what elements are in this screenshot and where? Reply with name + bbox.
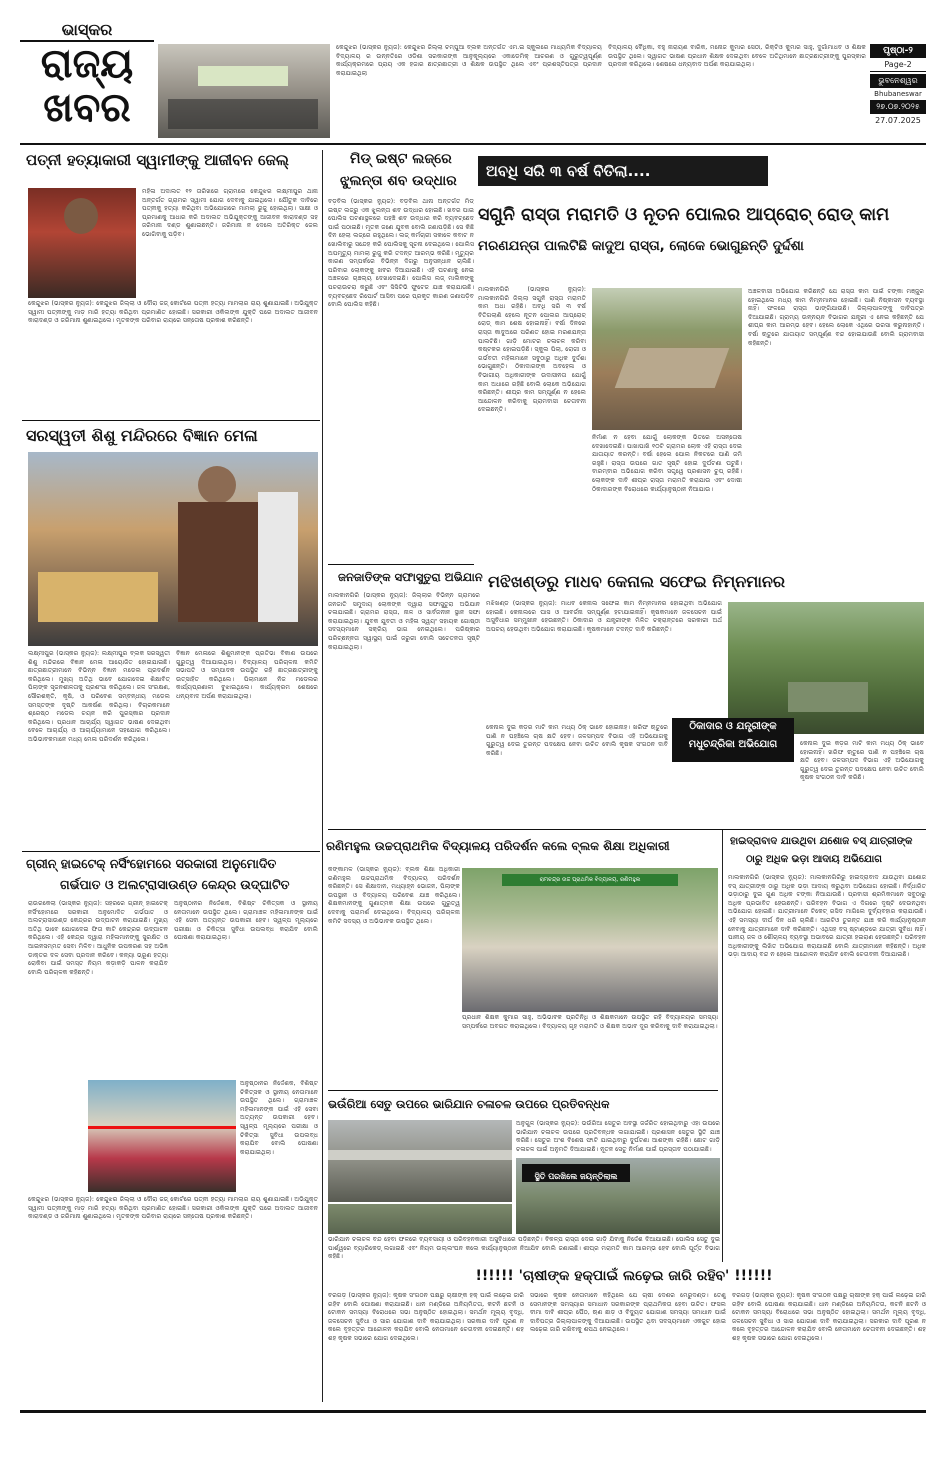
article-murder-body: ମହିଳା ଅଦାଲତ ୧୨ ତାରିଖରେ ଗ୍ରାମରେ କେନ୍ଦୁଝର ଲକ୍ଷ୍ମୀପୁର ଥାନା ଅନ୍ତର୍ଗତ ଗ୍ରାମର ସ୍ୱାମୀ ଯୋଗ ଦେବାକୁ ଯାଇଥିଲେ। ଯୌତୁକ ଦାବିରେ ପତ୍ନୀକୁ ହତ୍ୟା କରିଥିବା ଅଭିଯୋଗରେ ମାମଲା ରୁଜୁ ହୋଇଥିଲା। ସାକ୍ଷୀ ଓ ପ୍ରମାଣକୁ ଆଧାର କରି ଅଦାଲତ ଅଭିଯୁକ୍ତଙ୍କୁ ଆଜୀବନ କାରାଦଣ୍ଡ ସହ ଜରିମାନା ଦଣ୍ଡ ଶୁଣାଇଛନ୍ତି। ଜରିମାନା ନ ଦେଲେ ଅତିରିକ୍ତ ଜେଲ ଭୋଗିବାକୁ ପଡ଼ିବ।	[142, 188, 318, 238]
headline-tribal-cleanliness: ଜନଜାତିଙ୍କ ସଫାସୁତୁରା ଅଭିଯାନ	[338, 570, 483, 584]
article-farmers-body-3: ବରଗଡ଼ (ଭାସ୍କର ନ୍ୟୁଜ): କୃଷକ ସଂଗଠନ ପକ୍ଷରୁ ଚାଷୀଙ୍କ ହକ୍ ପାଇଁ ଲଢ଼େଇ ଜାରି ରହିବ ବୋଲି ଘୋଷଣା କରାଯାଇଛି। ଧାନ ମଣ୍ଡିରେ ଅନିୟମିତତା, କଟନି ଛଟନି ଓ ଟୋକନ ସମସ୍ୟା ବିରୋଧରେ ସଭା ଅନୁଷ୍ଠିତ ହୋଇଥିଲା। ସମର୍ଥନ ମୂଲ୍ୟ ବୃଦ୍ଧି, ଜଳସେଚନ ସୁବିଧା ଓ ସାର ଯୋଗାଣ ଦାବି କରାଯାଇଥିଲା। ସରକାର ଦାବି ପୂରଣ ନ କଲେ ବୃହତ୍ତର ଆନ୍ଦୋଳନ କରାଯିବ ବୋଲି ନେତାମାନେ ଚେତାବନୀ ଦେଇଛନ୍ତି। ଶହ ଶହ କୃଷକ ସଭାରେ ଯୋଗ ଦେଇଥିଲେ।	[732, 1292, 926, 1342]
page-label-en: Page-2	[870, 58, 926, 72]
school-photo-banner: ରାମଚନ୍ଦ୍ର ଉଚ୍ଚ ପ୍ରାଥମିକ ବିଦ୍ୟାଳୟ, ରଣିମହୁଲ	[502, 874, 678, 886]
article-canal-body-2: କେନାଲ ଦୁଇ କଡ଼ର ମାଟି କାମ ମଧ୍ୟ ଠିକ୍ ଭାବେ ହୋଇନାହିଁ। ଖରିଫ ଋତୁରେ ପାଣି ନ ପହଞ୍ଚିଲେ ଚାଷ କ୍ଷତି ହେବ। ଜଳସମ୍ପଦ ବିଭାଗ ଏହି ଅଭିଯୋଗକୁ ଗୁରୁତ୍ୱ ଦେଇ ତୁରନ୍ତ ପଦକ୍ଷେପ ନେବା ଉଚିତ ବୋଲି କୃଷକ ସଂଗଠନ ଦାବି କରିଛି।	[486, 724, 668, 757]
headline-bridge: ଭଉଁରିଆ ସେତୁ ଉପରେ ଭାରିଯାନ ଚଳାଚଳ ଉପରେ ପ୍ରତିବନ୍ଧକ	[328, 1097, 610, 1111]
article-bus-body: ମାଲକାନଗିରି (ଭାସ୍କର ନ୍ୟୁଜ): ମାଲକାନଗିରିରୁ ହାଇଦ୍ରାବାଦ ଯାଉଥିବା ଯଶୋଜ ବସ୍ ଯାତ୍ରୀଙ୍କ ଠାରୁ ଅଧିକ ଭଡ଼ା ଆଦାୟ କରୁଥିବା ଅଭିଯୋଗ ହୋଇଛି। ନିର୍ଦ୍ଧାରିତ ଭଡ଼ାଠାରୁ ଦୁଇ ଗୁଣ ଅଧିକ ଟଙ୍କା ନିଆଯାଉଛି। ପ୍ରବାସୀ ଶ୍ରମିକମାନେ ସବୁଠାରୁ ଅଧିକ ପ୍ରଭାବିତ ହେଉଛନ୍ତି। ପରିବହନ ବିଭାଗ ଏ ଦିଗରେ ଦୃଷ୍ଟି ଦେଉନଥିବା ଅଭିଯୋଗ ହୋଇଛି। ଯାତ୍ରୀମାନେ ଟିକେଟ୍ ରସିଦ ମାଗିଲେ ଦୁର୍ବ୍ୟବହାର କରାଯାଉଛି। ଏହି ସମସ୍ୟା ଦୀର୍ଘ ଦିନ ଧରି ଚାଲିଛି। ଆରଟିଓ ତୁରନ୍ତ ଯାଞ୍ଚ କରି କାର୍ଯ୍ୟାନୁଷ୍ଠାନ ନେବାକୁ ଯାତ୍ରୀମାନେ ଦାବି କରିଛନ୍ତି। ଏଥିସହ ବସ୍ ଷ୍ଟାଣ୍ଡରେ ଯାତ୍ରୀ ସୁବିଧା ନାହିଁ। ପାନୀୟ ଜଳ ଓ ଶୌଚାଳୟ ବ୍ୟବସ୍ଥା ଅଭାବରେ ଯାତ୍ରୀ ହଇରାଣ ହେଉଛନ୍ତି। ପରିବହନ ଅଧିକାରୀଙ୍କୁ ଲିଖିତ ଅଭିଯୋଗ କରାଯାଇଛି ବୋଲି ଯାତ୍ରୀମାନେ କହିଛନ୍ତି। ଅଧିକ ଭଡ଼ା ଆଦାୟ ବନ୍ଦ ନ ହେଲେ ଆନ୍ଦୋଳନ କରାଯିବ ବୋଲି ଚେତାବନୀ ଦିଆଯାଇଛି।	[728, 874, 926, 959]
headline-madhab-canal: ମଝିଖଣ୍ଡରୁ ମାଧବ କେନାଲ ସଫେଇ ନିମ୍ନମାନର	[488, 572, 786, 591]
article-science-body: ଲକ୍ଷ୍ମୀପୁର (ଭାସ୍କର ନ୍ୟୁଜ): ଲକ୍ଷ୍ମୀପୁର ବ୍ଲକ ସରସ୍ୱତୀ ଶିଶୁ ମନ୍ଦିରରେ ବିଜ୍ଞାନ ମେଳା ଆୟୋଜିତ ହୋଇଯାଇଛି। ଛାତ୍ରଛାତ୍ରୀମାନେ ବିଭିନ୍ନ ବିଜ୍ଞାନ ମଡେଲ ପ୍ରଦର୍ଶନ କରିଥିଲେ। ମୁଖ୍ୟ ଅତିଥି ଭାବେ ଯୋଗଦେଇ ଶିକ୍ଷାବିତ୍ ପିଲାଙ୍କ ସୃଜନଶୀଳତାକୁ ପ୍ରଶଂସା କରିଥିଲେ। ଜଳ ସଂରକ୍ଷଣ, ସୌରଶକ୍ତି, କୃଷି, ଓ ପରିବେଶ ସମ୍ବନ୍ଧୀୟ ମଡେଲ ସମସ୍ତଙ୍କ ଦୃଷ୍ଟି ଆକର୍ଷଣ କରିଥିଲା। ବିଚାରକମାନେ ଶ୍ରେଷ୍ଠ ମଡେଲ ଚୟନ କରି ପୁରସ୍କାର ପ୍ରଦାନ କରିଥିଲେ। ପ୍ରଧାନ ଆଚାର୍ଯ୍ୟ ସ୍ୱାଗତ ଭାଷଣ ଦେଇଥିବା ବେଳେ ଆଚାର୍ଯ୍ୟ ଓ ଆଚାର୍ଯ୍ୟାମାନେ ସହଯୋଗ କରିଥିଲେ। ଅଭିଭାବକମାନେ ମଧ୍ୟ ମେଳା ପରିଦର୍ଶନ କରିଥିଲେ।	[28, 650, 170, 743]
article-bridge-body-2: ଭାରିଯାନ ଚଳାଚଳ ବନ୍ଦ ହେବା ଫଳରେ ବ୍ୟବସାୟୀ ଓ ପରିବହନକାରୀ ଅସୁବିଧାରେ ପଡ଼ିଛନ୍ତି। ବିକଳ୍ପ ରାସ୍ତା ଦେଇ ଗାଡ଼ି ଯିବାକୁ ନିର୍ଦ୍ଦେଶ ଦିଆଯାଇଛି। ପୋଲିସ ସେତୁ ଦୁଇ ପାର୍ଶ୍ୱରେ ବ୍ୟାରିକେଡ୍ ଲଗାଇଛି ଏବଂ ନିୟମ ଉଲ୍ଲଂଘନ କଲେ କାର୍ଯ୍ୟାନୁଷ୍ଠାନ ନିଆଯିବ ବୋଲି ଜଣାଇଛି। ଶୀଘ୍ର ମରାମତି କାମ ଆରମ୍ଭ ହେବ ବୋଲି ପୂର୍ତ୍ତ ବିଭାଗ କହିଛି।	[328, 1236, 720, 1261]
school-photo	[462, 868, 718, 1012]
section-title-line2: ଖବର	[43, 85, 131, 131]
canal-inset-line2: ମଧୁଚନ୍ଦ୍ରିକା ଅଭିଯୋଗ	[688, 739, 778, 750]
headline-nursing-home-1: ଗ୍ରୀନ୍ ହାଇଟେକ୍ ନର୍ସିଂହୋମରେ ସରକାରୀ ଅନୁମୋଦିତ	[26, 856, 277, 871]
top-strip-col2: ବିଦ୍ୟାଳୟ ବୈଧିକା, ବହୁ ନାରାୟଣ ବାରିକ, ମନୋଜ କୁମାର ସେଠୀ, ରିକ୍ଟିଓ କୁମାର ସାହୁ, ଦୁର୍ଗାମାଧବ ଓ ଶିକ୍ଷକ ଉପସ୍ଥିତ ଥିଲେ। ସ୍ୱାଗତ ଭାଷଣ ପ୍ରଧାନ ଶିକ୍ଷକ ଦେଇଥିବା ବେଳେ ଅତିଥିମାନେ ଛାତ୍ରଛାତ୍ରୀଙ୍କୁ ପୁରସ୍କାର ପ୍ରଦାନ କରିଥିଲେ। ଶେଷରେ ଧନ୍ୟବାଦ ଅର୍ପଣ କରାଯାଇଥିଲା।	[608, 44, 866, 69]
top-event-photo	[158, 44, 330, 138]
headline-farmers: !!!!!! 'ଚାଷୀଙ୍କ ହକ୍‌ପାଇଁ ଲଢ଼େଇ ଜାରି ରହିବ' !!!!!!	[475, 1268, 773, 1284]
article-school-body: କଙ୍କାମଳ (ଭାସ୍କର ନ୍ୟୁଜ): ବ୍ଲକ ଶିକ୍ଷା ଅଧିକାରୀ ରଣିମହୁଲ ଉଚ୍ଚପ୍ରାଥମିକ ବିଦ୍ୟାଳୟ ପରିଦର୍ଶନ କରିଛନ୍ତି। ସେ ଶିକ୍ଷାଦାନ, ମଧ୍ୟାହ୍ନ ଭୋଜନ, ପିଲାଙ୍କ ଉପସ୍ଥାନ ଓ ବିଦ୍ୟାଳୟ ପରିବେଶ ଯାଞ୍ଚ କରିଥିଲେ। ଶିକ୍ଷକମାନଙ୍କୁ ଗୁଣାତ୍ମକ ଶିକ୍ଷା ଉପରେ ଗୁରୁତ୍ୱ ଦେବାକୁ ପରାମର୍ଶ ଦେଇଥିଲେ। ବିଦ୍ୟାଳୟ ପରିଚାଳନା କମିଟି ସଦସ୍ୟ ଓ ଅଭିଭାବକ ଉପସ୍ଥିତ ଥିଲେ।	[328, 866, 460, 925]
column-divider-right	[722, 830, 723, 1262]
article-road-body-3: ଅଞ୍ଚଳବାସୀ ଅଭିଯୋଗ କରିଛନ୍ତି ଯେ ରାସ୍ତା କାମ ପାଇଁ ଟଙ୍କା ମଞ୍ଜୁର ହୋଇଥିଲେ ମଧ୍ୟ କାମ ନିମ୍ନମାନର ହୋଇଛି। ପାଣି ନିଷ୍କାସନ ବ୍ୟବସ୍ଥା ନାହିଁ। ଫଳରେ ରାସ୍ତା ଭାଙ୍ଗିଯାଉଛି। ଜିଲ୍ଲାପାଳଙ୍କୁ ଦାବିପତ୍ର ଦିଆଯାଇଛି। ଗ୍ରାମ୍ୟ ଉନ୍ନୟନ ବିଭାଗର ଯନ୍ତ୍ରୀ ଏ ନେଇ କହିଛନ୍ତି ଯେ ଶୀଘ୍ର କାମ ଆରମ୍ଭ ହେବ। ହେଲେ ଲୋକେ ଏଥିରେ ଭରସା କରୁନାହାନ୍ତି। ବର୍ଷା ଋତୁରେ ଯାତାୟାତ ସମ୍ପୂର୍ଣ୍ଣ ବନ୍ଦ ହୋଇଯାଉଛି ବୋଲି ଗ୍ରାମବାସୀ କହିଛନ୍ତି।	[748, 288, 924, 347]
article-road-body-1: ମାଲକାନଗିରି (ଭାସ୍କର ନ୍ୟୁଜ): ମାଲକାନଗିରି ଜିଲ୍ଲା ସଗୁନି ରାସ୍ତା ମରାମତି କାମ ଅଧା ରହିଛି। ଅବଧି ସରି ୩ ବର୍ଷ ବିତିଗଲାଣି ହେଲେ ନୂତନ ପୋଲର ଆପ୍ରୋଚ୍ ରୋଡ୍ କାମ ଶେଷ ହୋଇନାହିଁ। ବର୍ଷା ଦିନରେ ରାସ୍ତା କାଦୁଅରେ ପରିଣତ ହୋଇ ମରଣଯନ୍ତା ପାଲଟିଛି। ଗାଡ଼ି ମୋଟର ଚଳାଚଳ କରିବା କଷ୍ଟକର ହୋଇପଡ଼ିଛି। ସ୍କୁଲ ପିଲା, ରୋଗୀ ଓ ଗର୍ଭବତୀ ମହିଳାମାନେ ସବୁଠାରୁ ଅଧିକ ଦୁର୍ଦ୍ଦଶା ଭୋଗୁଛନ୍ତି। ଠିକାଦାରଙ୍କ ଅବହେଳା ଓ ବିଭାଗୀୟ ଅଧିକାରୀଙ୍କ ଉଦାସୀନତା ଯୋଗୁଁ କାମ ଅଧାରେ ରହିଛି ବୋଲି ଲୋକେ ଅଭିଯୋଗ କରିଛନ୍ତି। ଶୀଘ୍ର କାମ ସମ୍ପୂର୍ଣ୍ଣ ନ ହେଲେ ଆନ୍ଦୋଳନ କରିବାକୁ ଗ୍ରାମବାସୀ ଚେତାବନୀ ଦେଇଛନ୍ତି।	[478, 286, 586, 414]
headline-saguni-road: ସଗୁନି ରାସ୍ତା ମରାମତି ଓ ନୂତନ ପୋଲର ଆପ୍ରୋଚ୍ ରୋଡ୍ କାମ	[478, 205, 890, 225]
canal-inset-box	[672, 718, 794, 762]
footer-rule	[20, 1410, 926, 1413]
page-info	[870, 44, 926, 140]
inauguration-photo	[88, 1080, 236, 1192]
road-photo	[592, 288, 742, 430]
headline-lodge-2: ଝୁଲନ୍ତା ଶବ ଉଦ୍ଧାର	[340, 173, 457, 189]
bridge-caption	[522, 1164, 630, 1182]
accused-photo	[28, 188, 136, 298]
headline-school-visit: ରଣିମହୁଲ ଉଚ୍ଚପ୍ରାଥମିକ ବିଦ୍ୟାଳୟ ପରିଦର୍ଶନ କଲେ ବ୍ଲକ ଶିକ୍ଷା ଅଧିକାରୀ	[326, 839, 670, 853]
headline-science-fair: ସରସ୍ୱତୀ ଶିଶୁ ମନ୍ଦିରରେ ବିଜ୍ଞାନ ମେଳା	[26, 426, 258, 445]
divider-5	[328, 1090, 718, 1091]
divider-2	[22, 851, 320, 852]
city-en: Bhubaneswar	[874, 90, 922, 98]
headline-bus-fare-2: ଠାରୁ ଅଧିକ ଭଡ଼ା ଆଦାୟ ଅଭିଯୋଗ	[746, 854, 882, 865]
section-title-line1: ରାଜ୍ୟ	[40, 41, 134, 87]
canal-photo	[728, 602, 924, 734]
article-lodge-body: ବଡ଼ବିଲ (ଭାସ୍କର ନ୍ୟୁଜ): ବଡ଼ବିଲ ଥାନା ଅନ୍ତର୍ଗତ ମିଡ୍ ଇଷ୍ଟ ଲଜ୍‌ରୁ ଏକ ଝୁଲନ୍ତା ଶବ ଉଦ୍ଧାର ହୋଇଛି। ଖବର ପାଇ ପୋଲିସ ଘଟଣାସ୍ଥଳରେ ପହଞ୍ଚି ଶବ ଉଦ୍ଧାର କରି ବ୍ୟବଚ୍ଛେଦ ପାଇଁ ପଠାଇଛି। ମୃତକ ଜଣେ ଯୁବକ ବୋଲି ଜଣାପଡ଼ିଛି। ସେ କିଛି ଦିନ ହେଲା ଲଜ୍‌ରେ ରହୁଥିଲେ। ଲଜ୍ କର୍ମଚାରୀ ସକାଳେ କବାଟ ନ ଖୋଲିବାରୁ ସନ୍ଦେହ କରି ପୋଲିସକୁ ସୂଚନା ଦେଇଥିଲେ। ପୋଲିସ ଅପମୃତ୍ୟୁ ମାମଲା ରୁଜୁ କରି ତଦନ୍ତ ଆରମ୍ଭ କରିଛି। ମୃତ୍ୟୁର କାରଣ ସମ୍ପର୍କରେ ବିଭିନ୍ନ ଦିଗରୁ ଅନୁସନ୍ଧାନ ଚାଲିଛି। ପରିବାର ଲୋକଙ୍କୁ ଖବର ଦିଆଯାଇଛି। ଏହି ଘଟଣାକୁ ନେଇ ଅଞ୍ଚଳରେ ଚାଞ୍ଚଲ୍ୟ ଦେଖାଦେଇଛି। ପୋଲିସ ଲଜ୍ ମାଲିକଙ୍କୁ ପଚରାଉଚରା କରୁଛି ଏବଂ ସିସିଟିଭି ଫୁଟେଜ ଯାଞ୍ଚ କରାଯାଉଛି। ବ୍ୟବଚ୍ଛେଦ ରିପୋର୍ଟ ଆସିବା ପରେ ପ୍ରକୃତ କାରଣ ଜଣାପଡ଼ିବ ବୋଲି ପୋଲିସ କହିଛି।	[328, 198, 474, 309]
article-road-body-2: ନିର୍ମାଣ ନ ହେବା ଯୋଗୁଁ ଲୋକଙ୍କ ଭିତରେ ଅସନ୍ତୋଷ ଦେଖାଦେଇଛି। ପାଖାପାଖି ୧୦ଟି ଗ୍ରାମର ଲୋକ ଏହି ରାସ୍ତା ଦେଇ ଯାତାୟାତ କରନ୍ତି। ବର୍ଷା ହେଲେ ପୋଲ ନିକଟରେ ପାଣି ଜମି ରହୁଛି। ରାସ୍ତା ଉପରେ ଗାତ ସୃଷ୍ଟି ହୋଇ ଦୁର୍ଘଟଣା ଘଟୁଛି। ବାରମ୍ବାର ଅଭିଯୋଗ କରିବା ସତ୍ତ୍ୱେ ପ୍ରଶାସନ ଚୁପ୍ ରହିଛି। ଲୋକଙ୍କ ଦାବି ଶୀଘ୍ର ରାସ୍ତା ମରାମତି କରାଯାଉ ଏବଂ ଦୋଷୀ ଠିକାଦାରଙ୍କ ବିରୋଧରେ କାର୍ଯ୍ୟାନୁଷ୍ଠାନ ନିଆଯାଉ।	[592, 434, 742, 493]
article-bridge-body-1: ଅନୁଗୁଳ (ଭାସ୍କର ନ୍ୟୁଜ): ଭଉଁରିଆ ସେତୁର ଅବସ୍ଥା ଜର୍ଜରିତ ହୋଇଥିବାରୁ ଏହା ଉପରେ ଭାରିଯାନ ଚଳାଚଳ ଉପରେ ପ୍ରତିବନ୍ଧକ ଲଗାଯାଇଛି। ପ୍ରଶାସନ ସେତୁର ସ୍ଥିତି ଯାଞ୍ଚ କରିଛି। ସେତୁର ଅଂଶ ବିଶେଷ ଫାଟି ଯାଇଥିବାରୁ ଦୁର୍ଘଟଣା ଆଶଙ୍କା ରହିଛି। ଛୋଟ ଗାଡ଼ି ଚଳାଚଳ ପାଇଁ ଅନୁମତି ଦିଆଯାଇଛି। ନୂତନ ସେତୁ ନିର୍ମାଣ ପାଇଁ ପ୍ରସ୍ତାବ ପଠାଯାଇଛି।	[516, 1120, 720, 1153]
article-nursing-body-4: କେନ୍ଦୁଝର (ଭାସ୍କର ନ୍ୟୁଜ): କେନ୍ଦୁଝର ଜିଲ୍ଲା ଓ ଦୌରା ଜଜ୍ କୋର୍ଟରେ ପତ୍ନୀ ହତ୍ୟା ମାମଲାର ରାୟ ଶୁଣାଯାଇଛି। ଅଭିଯୁକ୍ତ ସ୍ୱାମୀ ପତ୍ନୀଙ୍କୁ ମାଡ଼ ମାରି ହତ୍ୟା କରିଥିବା ପ୍ରମାଣିତ ହୋଇଛି। ସରକାରୀ ଓକିଲଙ୍କ ଯୁକ୍ତି ପରେ ଅଦାଲତ ଆଜୀବନ କାରାଦଣ୍ଡ ଓ ଜରିମାନା ଶୁଣାଇଥିଲେ। ମୃତକଙ୍କ ପରିବାର ରାୟରେ ସନ୍ତୋଷ ପ୍ରକାଶ କରିଛନ୍ତି।	[28, 1196, 318, 1221]
canal-inset-line1: ଠିକାଦାର ଓ ଯନ୍ତ୍ରୀଙ୍କ	[689, 721, 777, 732]
city-odia: ଭୁବନେଶ୍ୱର	[870, 74, 926, 88]
masthead-divider	[20, 143, 926, 145]
article-nursing-body-3: ଅନୁଷ୍ଠାନର ନିର୍ଦ୍ଦେଶକ, ବିଶିଷ୍ଟ ଚିକିତ୍ସକ ଓ ସ୍ଥାନୀୟ ନେତାମାନେ ଉପସ୍ଥିତ ଥିଲେ। ଗ୍ରାମାଞ୍ଚଳ ମହିଳାମାନଙ୍କ ପାଇଁ ଏହି ସେବା ଅତ୍ୟନ୍ତ ଉପକାରୀ ହେବ। ସ୍ୱଳ୍ପ ମୂଲ୍ୟରେ ପରୀକ୍ଷା ଓ ଚିକିତ୍ସା ସୁବିଧା ଉପଲବ୍ଧ କରାଯିବ ବୋଲି ଘୋଷଣା କରାଯାଇଥିଲା।	[240, 1080, 318, 1156]
article-tribal-body: ମାଲକାନଗିରି (ଭାସ୍କର ନ୍ୟୁଜ): ଜିଲ୍ଲାର ବିଭିନ୍ନ ଗ୍ରାମରେ ଜନଜାତି ସମୁଦାୟ ଲୋକଙ୍କ ଦ୍ୱାରା ସଫାସୁତୁରା ଅଭିଯାନ ଚଳାଯାଇଛି। ଗ୍ରାମର ରାସ୍ତା, ନାଳ ଓ ସାର୍ବଜନୀନ ସ୍ଥାନ ସଫା କରାଯାଇଥିଲା। ଯୁବକ ଯୁବତୀ ଓ ମହିଳା ସ୍ୱୟଂ ସହାୟକ ଗୋଷ୍ଠୀ ସଦସ୍ୟମାନେ ସକ୍ରିୟ ଭାଗ ନେଇଥିଲେ। ପରିଷ୍କାର ପରିଚ୍ଛନ୍ନତା ସ୍ୱାସ୍ଥ୍ୟ ପାଇଁ ଜରୁରୀ ବୋଲି ସଚେତନତା ସୃଷ୍ଟି କରାଯାଇଥିଲା।	[328, 592, 480, 651]
article-farmers-body-2: ସଭାରେ କୃଷକ ନେତାମାନେ କହିଥିଲେ ଯେ ଚାଷୀ ଦେଶର ମେରୁଦଣ୍ଡ। ତେଣୁ ସେମାନଙ୍କ ସମସ୍ୟାର ସମାଧାନ ସରକାରଙ୍କ ପ୍ରାଥମିକତା ହେବା ଉଚିତ। ଫସଲ ବୀମା ଦାବି ଶୀଘ୍ର ପୈଠ, ଋଣ ଛାଡ଼ ଓ ବିଦ୍ୟୁତ ଯୋଗାଣ ସମସ୍ୟା ସମାଧାନ ପାଇଁ ଦାବିପତ୍ର ଜିଲ୍ଲାପାଳଙ୍କୁ ଦିଆଯାଇଛି। ଉପସ୍ଥିତ ଥିବା ସଦସ୍ୟମାନେ ଏକଜୁଟ ହୋଇ ଲଢ଼େଇ ଜାରି ରଖିବାକୁ ଶପଥ ନେଇଥିଲେ।	[530, 1292, 726, 1334]
article-science-body-2: ବିଜ୍ଞାନ ମେଳାରେ ଶିଶୁମାନଙ୍କ ପ୍ରତିଭା ବିକାଶ ଉପରେ ଗୁରୁତ୍ୱ ଦିଆଯାଇଥିଲା। ବିଦ୍ୟାଳୟ ପରିଚାଳନା କମିଟି ସଭାପତି ଓ ସମ୍ପାଦକ ଉପସ୍ଥିତ ରହି ଛାତ୍ରଛାତ୍ରୀଙ୍କୁ ଉତ୍ସାହିତ କରିଥିଲେ। ପିଲାମାନେ ନିଜ ମଡେଲର କାର୍ଯ୍ୟପ୍ରଣାଳୀ ବୁଝାଇଥିଲେ। କାର୍ଯ୍ୟକ୍ରମ ଶେଷରେ ଧନ୍ୟବାଦ ଅର୍ପଣ କରାଯାଇଥିଲା।	[176, 650, 318, 700]
article-nursing-body: ରାଉରକେଲା (ଭାସ୍କର ନ୍ୟୁଜ): ସହରରେ ଗ୍ରୀନ୍ ହାଇଟେକ୍ ନର୍ସିଂହୋମରେ ସରକାରୀ ଅନୁମୋଦିତ ଗର୍ଭପାତ ଓ ଅଲଟ୍ରାସାଉଣ୍ଡ କେନ୍ଦ୍ରର ଉଦ୍‌ଘାଟନ କରାଯାଇଛି। ମୁଖ୍ୟ ଅତିଥି ଭାବେ ଯୋଗଦେଇ ଫିତା କାଟି କେନ୍ଦ୍ରର ଉଦ୍‌ଘାଟନ କରିଥିଲେ। ଏହି କେନ୍ଦ୍ର ଦ୍ୱାରା ମହିଳାମାନଙ୍କୁ ସୁରକ୍ଷିତ ଓ ଆଇନସମ୍ମତ ସେବା ମିଳିବ। ଆଧୁନିକ ଉପକରଣ ସହ ଅଭିଜ୍ଞ ଡାକ୍ତର ଦଳ ସେବା ପ୍ରଦାନ କରିବେ। କନ୍ୟା ଭ୍ରୂଣ ହତ୍ୟା ରୋକିବା ପାଇଁ ସମସ୍ତ ନିୟମ କଡ଼ାକଡ଼ି ପାଳନ କରାଯିବ ବୋଲି ପରିଚାଳକ କହିଛନ୍ତି।	[28, 900, 168, 976]
date-en: 27.07.2025	[875, 116, 921, 125]
page-label-odia: ପୃଷ୍ଠା-୨	[870, 44, 926, 58]
article-nursing-body-2: ଅନୁଷ୍ଠାନର ନିର୍ଦ୍ଦେଶକ, ବିଶିଷ୍ଟ ଚିକିତ୍ସକ ଓ ସ୍ଥାନୀୟ ନେତାମାନେ ଉପସ୍ଥିତ ଥିଲେ। ଗ୍ରାମାଞ୍ଚଳ ମହିଳାମାନଙ୍କ ପାଇଁ ଏହି ସେବା ଅତ୍ୟନ୍ତ ଉପକାରୀ ହେବ। ସ୍ୱଳ୍ପ ମୂଲ୍ୟରେ ପରୀକ୍ଷା ଓ ଚିକିତ୍ସା ସୁବିଧା ଉପଲବ୍ଧ କରାଯିବ ବୋଲି ଘୋଷଣା କରାଯାଇଥିଲା।	[174, 900, 318, 942]
logo-top: ଭାସ୍କର	[20, 20, 154, 42]
masthead-logo	[20, 20, 154, 138]
bridge-caption-text: ସ୍ଥିତି ପରଖିଲେ ଜୟନ୍ତିଲାଲ	[534, 1172, 618, 1181]
article-school-body-2: ପ୍ରଧାନ ଶିକ୍ଷକ କୁମାର ସାହୁ, ଅଭିଭାବକ ପ୍ରତିନିଧି ଓ ଶିକ୍ଷକମାନେ ଉପସ୍ଥିତ ରହି ବିଦ୍ୟାଳୟର ସମସ୍ୟା ସମ୍ପର୍କରେ ଅବଗତ କରାଇଥିଲେ। ବିଦ୍ୟାଳୟ ଗୃହ ମରାମତି ଓ ଶିକ୍ଷକ ଅଭାବ ଦୂର କରିବାକୁ ଦାବି କରାଯାଇଥିଲା।	[462, 1014, 718, 1030]
article-murder-body-2: କେନ୍ଦୁଝର (ଭାସ୍କର ନ୍ୟୁଜ): କେନ୍ଦୁଝର ଜିଲ୍ଲା ଓ ଦୌରା ଜଜ୍ କୋର୍ଟରେ ପତ୍ନୀ ହତ୍ୟା ମାମଲାର ରାୟ ଶୁଣାଯାଇଛି। ଅଭିଯୁକ୍ତ ସ୍ୱାମୀ ପତ୍ନୀଙ୍କୁ ମାଡ଼ ମାରି ହତ୍ୟା କରିଥିବା ପ୍ରମାଣିତ ହୋଇଛି। ସରକାରୀ ଓକିଲଙ୍କ ଯୁକ୍ତି ପରେ ଅଦାଲତ ଆଜୀବନ କାରାଦଣ୍ଡ ଓ ଜରିମାନା ଶୁଣାଇଥିଲେ। ମୃତକଙ୍କ ପରିବାର ରାୟରେ ସନ୍ତୋଷ ପ୍ରକାଶ କରିଛନ୍ତି।	[28, 300, 318, 325]
date-odia: ୨୭.୦୭.୨୦୨୫	[870, 100, 926, 114]
headline-saguni-road-sub: ମରଣଯନ୍ତା ପାଲଟିଛି କାଦୁଅ ରାସ୍ତା, ଲୋକେ ଭୋଗୁଛନ୍ତି ଦୁର୍ଦ୍ଦଶା	[478, 238, 804, 254]
article-farmers-body-1: ବରଗଡ଼ (ଭାସ୍କର ନ୍ୟୁଜ): କୃଷକ ସଂଗଠନ ପକ୍ଷରୁ ଚାଷୀଙ୍କ ହକ୍ ପାଇଁ ଲଢ଼େଇ ଜାରି ରହିବ ବୋଲି ଘୋଷଣା କରାଯାଇଛି। ଧାନ ମଣ୍ଡିରେ ଅନିୟମିତତା, କଟନି ଛଟନି ଓ ଟୋକନ ସମସ୍ୟା ବିରୋଧରେ ସଭା ଅନୁଷ୍ଠିତ ହୋଇଥିଲା। ସମର୍ଥନ ମୂଲ୍ୟ ବୃଦ୍ଧି, ଜଳସେଚନ ସୁବିଧା ଓ ସାର ଯୋଗାଣ ଦାବି କରାଯାଇଥିଲା। ସରକାର ଦାବି ପୂରଣ ନ କଲେ ବୃହତ୍ତର ଆନ୍ଦୋଳନ କରାଯିବ ବୋଲି ନେତାମାନେ ଚେତାବନୀ ଦେଇଛନ୍ତି। ଶହ ଶହ କୃଷକ ସଭାରେ ଯୋଗ ଦେଇଥିଲେ।	[328, 1292, 524, 1342]
headline-bus-fare-1: ହାଇଦ୍ରାବାଦ ଯାଉଥିବା ଯଶୋଜ ବସ୍ ଯାତ୍ରୀଙ୍କ	[730, 836, 913, 847]
divider-3	[328, 564, 474, 565]
divider-4	[328, 829, 926, 830]
headline-wife-murder: ପତ୍ନୀ ହତ୍ୟାକାରୀ ସ୍ୱାମୀଙ୍କୁ ଆଜୀବନ ଜେଲ୍	[26, 151, 289, 169]
column-divider-left	[322, 150, 323, 1402]
science-fair-photo	[28, 452, 318, 646]
headline-lodge-1: ମିଡ୍ ଇଷ୍ଟ ଲଜ୍‌ରେ	[350, 151, 452, 167]
article-canal-body-1: ମଝିଖଣ୍ଡ (ଭାସ୍କର ନ୍ୟୁଜ): ମାଧବ କେନାଲ ସଫେଇ କାମ ନିମ୍ନମାନର ହୋଇଥିବା ଅଭିଯୋଗ ହୋଇଛି। କେନାଲରେ ଘାସ ଓ ଆବର୍ଜନା ସମ୍ପୂର୍ଣ୍ଣ ହଟାଯାଇନାହିଁ। କୃଷକମାନେ ଜଳସେଚନ ପାଇଁ ଅସୁବିଧାର ସମ୍ମୁଖୀନ ହେଉଛନ୍ତି। ଠିକାଦାର ଓ ଯନ୍ତ୍ରୀଙ୍କ ମିଳିତ ଚକ୍ରାନ୍ତରେ ସରକାରୀ ଅର୍ଥ ଅପଚୟ ହେଉଥିବା ଅଭିଯୋଗ କରାଯାଇଛି। କୃଷକମାନେ ତଦନ୍ତ ଦାବି କରିଛନ୍ତି।	[486, 600, 722, 633]
divider-1	[22, 420, 320, 421]
bridge-photo	[328, 1120, 512, 1202]
headline-nursing-home-2: ଗର୍ଭପାତ ଓ ଅଲଟ୍ରାସାଉଣ୍ଡ କେନ୍ଦ୍ର ଉଦ୍‌ଘାଟିତ	[60, 877, 290, 892]
article-canal-body-3: କେନାଲ ଦୁଇ କଡ଼ର ମାଟି କାମ ମଧ୍ୟ ଠିକ୍ ଭାବେ ହୋଇନାହିଁ। ଖରିଫ ଋତୁରେ ପାଣି ନ ପହଞ୍ଚିଲେ ଚାଷ କ୍ଷତି ହେବ। ଜଳସମ୍ପଦ ବିଭାଗ ଏହି ଅଭିଯୋଗକୁ ଗୁରୁତ୍ୱ ଦେଇ ତୁରନ୍ତ ପଦକ୍ଷେପ ନେବା ଉଚିତ ବୋଲି କୃଷକ ସଂଗଠନ ଦାବି କରିଛି।	[800, 740, 924, 782]
banner-three-years: ଅବଧି ସରି ୩ ବର୍ଷ ବିତିଲା....	[478, 156, 768, 186]
bridge-photo-2	[328, 1204, 512, 1234]
top-strip-col1: କେନ୍ଦୁଝର (ଭାସ୍କର ନ୍ୟୁଜ): କେନ୍ଦୁଝର ଜିଲ୍ଲା ଚମ୍ପୁଆ ବ୍ଲକ ଅନ୍ତର୍ଗତ ଏମ.ଇ ସ୍କୁଲରେ ମାଧ୍ୟମିକ ବିଦ୍ୟାଳୟ ବିଦ୍ୟାଳୟ ର ଉନ୍ନତିରେ ଓଡିଶା ସରକାରଙ୍କ ଆନୁକୂଲ୍ୟରେ ଏକାଡେମିକ୍ ଆଚରଣ ଓ ଗୁରୁତ୍ୱପୂର୍ଣ୍ଣ କାର୍ଯ୍ୟକ୍ରମରେ ପ୍ରାୟ ଏକ ହଜାର ଛାତ୍ରଛାତ୍ରୀ ଓ ଶିକ୍ଷକ ଉପସ୍ଥିତ ଥିଲେ ଏବଂ ପ୍ରଶସ୍ତିପତ୍ର ପ୍ରଦାନ କରାଯାଇଥିଲା	[336, 44, 602, 77]
